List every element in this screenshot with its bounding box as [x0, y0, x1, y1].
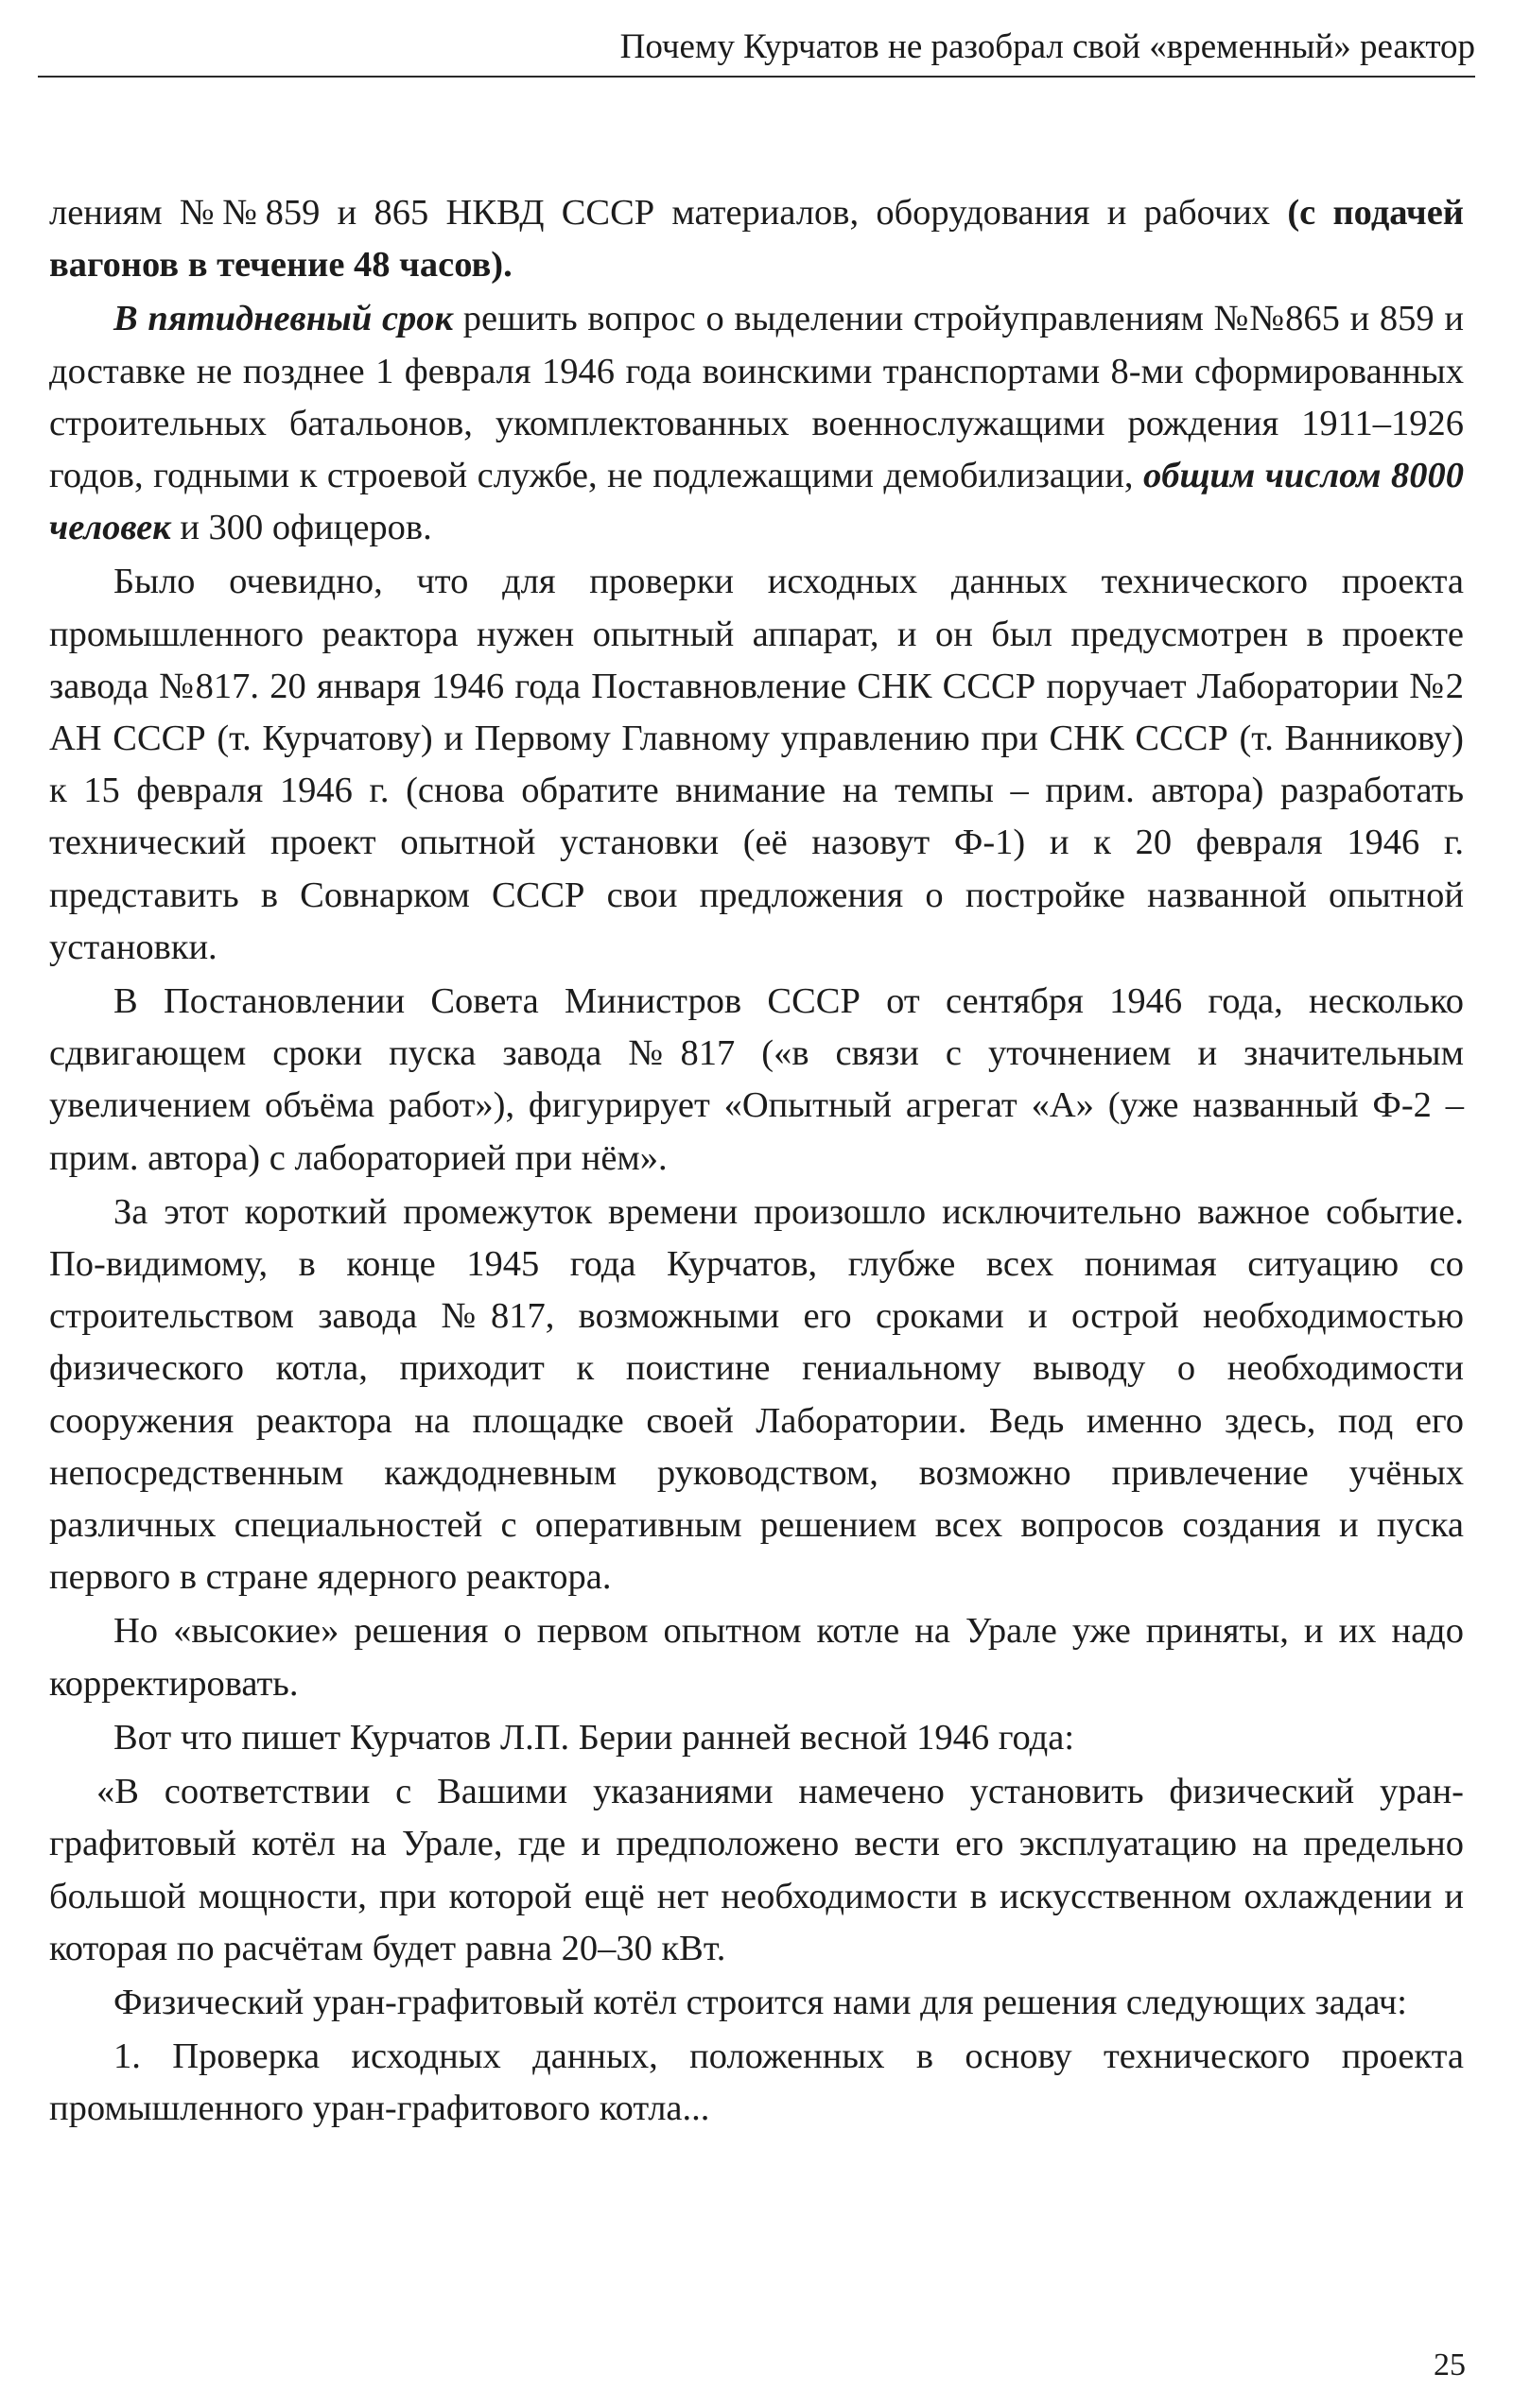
paragraph-2-text-2: и 300 офицеров.	[170, 508, 432, 548]
paragraph-5: За этот короткий промежуток времени произошло исключительно важное событие. По-видимому, в конце 1945 года Курчатов, глубже всех понимая ситуацию со строительством завода №817, возможными его сроками и острой необходимостью физического котла, приходит к поистине гениальному выводу о необходимости сооружения реактора на площадке своей Лаборатории. Ведь именно здесь, под его непосредственным каждодневным руководством, возможно привлечение учёных различных специальностей с оперативным решением всех вопросов создания и пуска первого в стране ядерного реактора.	[49, 1191, 1464, 1598]
paragraph-4: В Постановлении Совета Министров СССР от сентября 1946 года, несколько сдвигающем сроки пуска завода №817 («в связи с уточнением и значительным увеличением объёма работ»), фигурирует «Опытный агрегат «А» (уже названный Ф-2 – прим. автора) с лабораторией при нём».	[49, 981, 1464, 1178]
paragraph-7: Вот что пишет Курчатов Л.П. Берии ранней весной 1946 года:	[113, 1717, 1075, 1758]
paragraph-2-emphasis-2: общим числом 8000 человек	[49, 456, 1464, 548]
paragraph-1	[49, 187, 1464, 291]
body-text	[49, 187, 1464, 2138]
paragraph-2-emphasis-1: В пятидневный срок	[113, 299, 454, 339]
paragraph-6: Но «высокие» решения о первом опытном котле на Урале уже приняты, и их надо корректировать.	[49, 1611, 1464, 1704]
running-head: Почему Курчатов не разобрал свой «временный» реактор	[619, 27, 1475, 66]
paragraph-2-text-1: решить вопрос о выделении стройуправлениям №№865 и 859 и доставке не позднее 1 февраля 1946 года воинскими транспортами 8-ми сформированных строительных батальонов, укомплектованных военнослужащими рождения 1911–1926 годов, годными к строевой службе, не подлежащими демобилизации,	[49, 299, 1464, 496]
paragraph-2	[49, 293, 1464, 554]
paragraph-10: 1. Проверка исходных данных, положенных в основу технического проекта промышленного уран-графитового котла...	[49, 2036, 1464, 2129]
paragraph-9: Физический уран-графитовый котёл строится нами для решения следующих задач:	[113, 1982, 1407, 2022]
paragraph-1-text: лениям №№859 и 865 НКВД СССР материалов, оборудования и рабочих	[49, 193, 1288, 233]
paragraph-3: Было очевидно, что для проверки исходных данных технического проекта промышленного реактора нужен опытный аппарат, и он был предусмотрен в проекте завода №817. 20 января 1946 года Поставновление СНК СССР поручает Лаборатории №2 АН СССР (т. Курчатову) и Первому Главному управлению при СНК СССР (т. Ванникову) к 15 февраля 1946 г. (снова обратите внимание на темпы – прим. автора) разработать технический проект опытной установки (её назовут Ф-1) и к 20 февраля 1946 г. представить в Совнарком СССР свои предложения о постройке названной опытной установки.	[49, 562, 1464, 967]
page-number: 25	[1434, 2347, 1466, 2382]
header-rule	[38, 76, 1475, 78]
paragraph-1-bold: (с подачей вагонов в течение 48 часов).	[49, 193, 1464, 286]
paragraph-8-quote: «В соответствии с Вашими указаниями намечено установить физический уран-графитовый котёл на Урале, где и предположено вести его эксплуатацию на предельно большой мощности, при которой ещё нет необходимости в искусственном охлаждении и которая по расчётам будет равна 20–30 кВт.	[49, 1772, 1464, 1968]
